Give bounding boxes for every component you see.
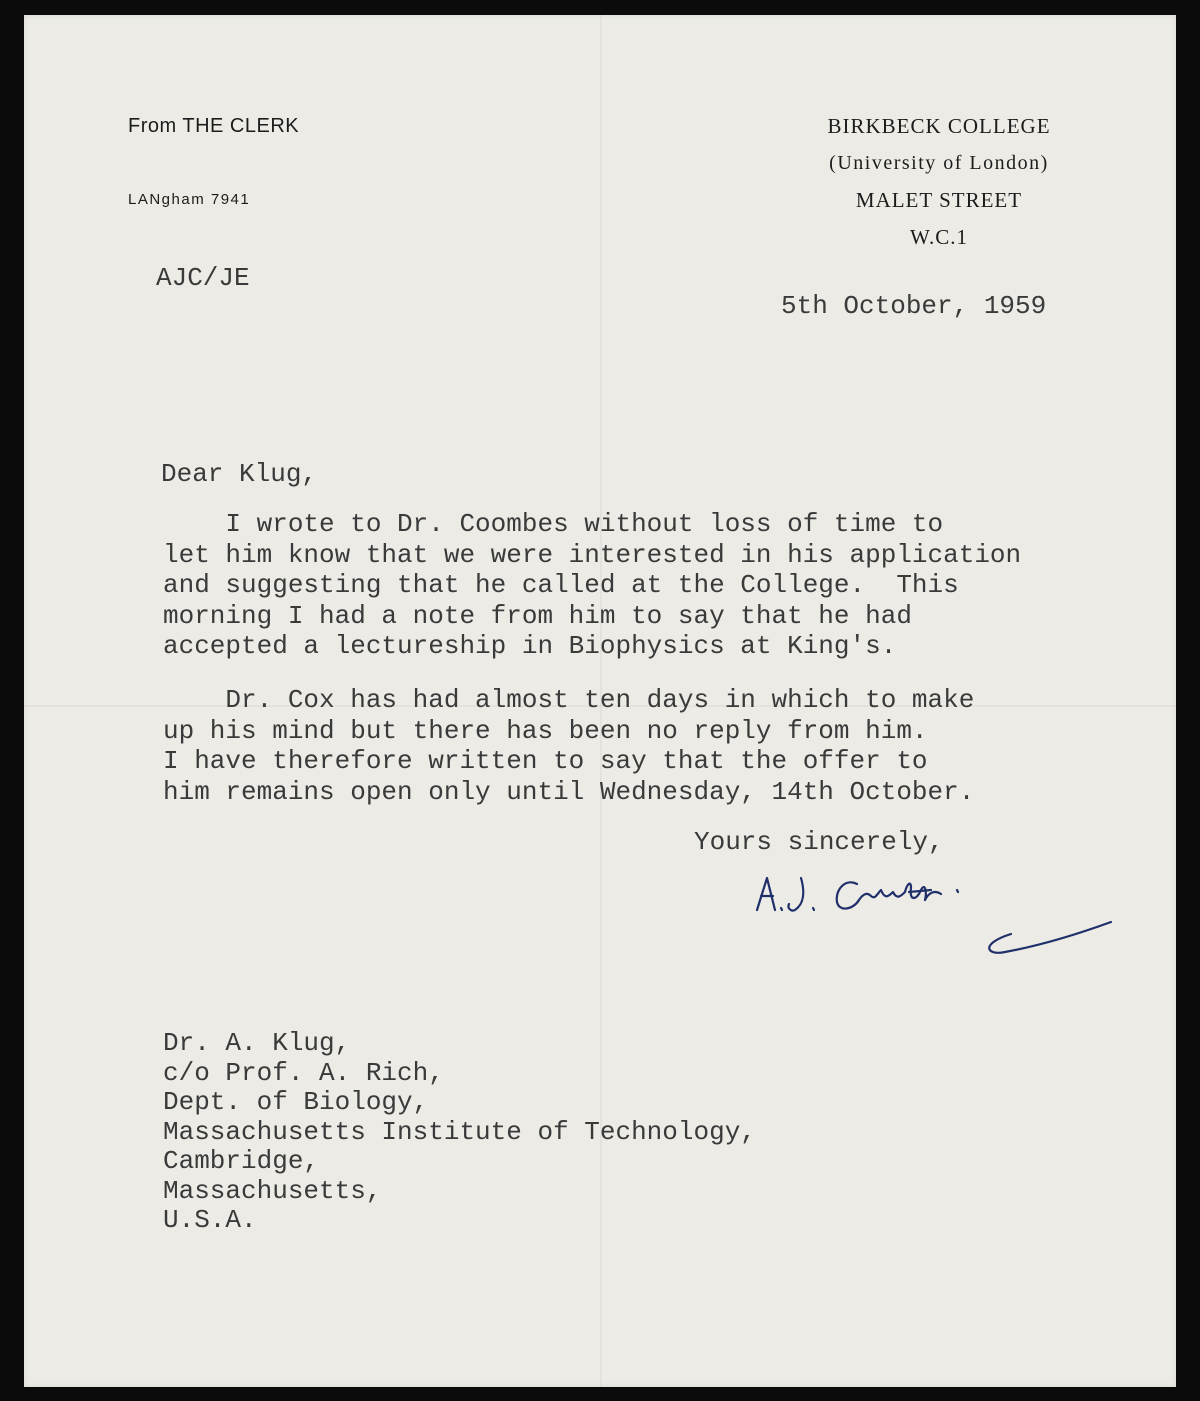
address-line: Dept. of Biology, bbox=[163, 1087, 429, 1117]
body-paragraph-2: Dr. Cox has had almost ten days in which to make up his mind but there has been no reply from him. I have therefore written to say that the offer to him remains open only until Wednesday, 14th October. bbox=[163, 685, 975, 807]
closing: Yours sincerely, bbox=[694, 827, 944, 857]
letter-date: 5th October, 1959 bbox=[781, 291, 1047, 321]
handwritten-signature bbox=[749, 870, 1119, 965]
recipient-address bbox=[163, 1029, 756, 1236]
address-line: Dr. A. Klug, bbox=[163, 1028, 351, 1058]
salutation: Dear Klug, bbox=[161, 459, 318, 489]
college-street: MALET STREET bbox=[855, 188, 1023, 212]
body-paragraph-1: I wrote to Dr. Coombes without loss of time to let him know that we were interested in his application and suggesting that he called at the College. This morning I had a note from him to say that he had accepted a lectureship in Biophysics at King's. bbox=[163, 509, 1022, 661]
college-university: (University of London) bbox=[829, 152, 1049, 174]
address-line: U.S.A. bbox=[163, 1205, 257, 1235]
letterhead-college-address bbox=[739, 108, 1139, 256]
college-name: BIRKBECK COLLEGE bbox=[827, 114, 1051, 138]
letterhead-phone: LANgham 7941 bbox=[128, 191, 251, 208]
address-line: Massachusetts Institute of Technology, bbox=[163, 1116, 756, 1147]
reference-code: AJC/JE bbox=[156, 263, 250, 293]
letter-sheet bbox=[24, 15, 1176, 1387]
college-postcode: W.C.1 bbox=[910, 225, 968, 249]
address-line: c/o Prof. A. Rich, bbox=[163, 1057, 444, 1088]
letterhead-from: From THE CLERK bbox=[128, 115, 300, 137]
address-line: Cambridge, bbox=[163, 1146, 320, 1176]
address-line: Massachusetts, bbox=[163, 1175, 382, 1206]
